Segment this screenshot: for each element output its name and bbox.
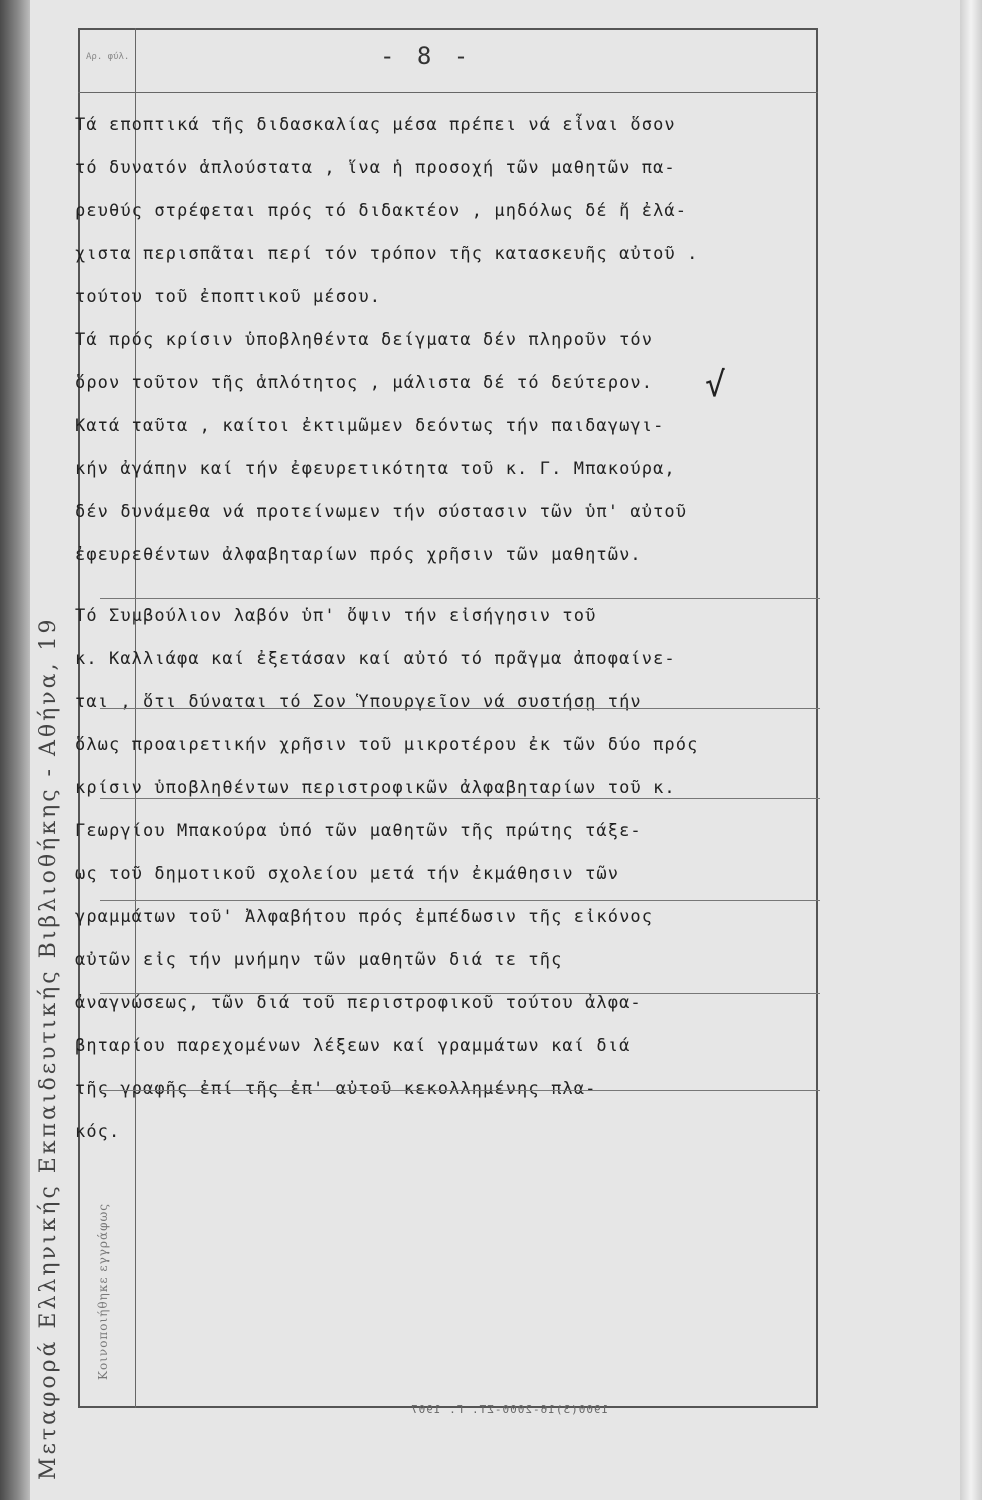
text-line: Γεωργίου Μπακούρα ὑπό τῶν μαθητῶν τῆς πρώτης τάξε- (75, 821, 642, 841)
text-line: τό δυνατόν ἁπλούστατα , ἵνα ἡ προσοχή τῶν μαθητῶν πα- (75, 158, 676, 178)
text-line: ως τοῦ δημοτικοῦ σχολείου μετά τήν ἐκμάθησιν τῶν (75, 864, 620, 884)
section-rule (100, 900, 820, 901)
section-rule (100, 598, 820, 599)
text-line: κ. Καλλιάφα καί ἐξετάσαν καί αὐτό τό πρᾶγμα ἀποφαίνε- (75, 649, 676, 669)
text-line: τῆς γραφῆς ἐπί τῆς ἐπ' αὐτοῦ κεκολλημένης πλα- (75, 1079, 597, 1099)
section-rule (100, 1090, 820, 1091)
text-line: ἐφευρεθέντων ἀλφαβηταρίων πρός χρῆσιν τῶν μαθητῶν. (75, 545, 642, 565)
text-line: Τά εποπτικά τῆς διδασκαλίας μέσα πρέπει νά εἶναι ὅσον (75, 115, 676, 135)
text-line: Κατά ταῦτα , καίτοι ἐκτιμῶμεν δεόντως τήν παιδαγωγι- (75, 416, 665, 436)
section-rule (100, 798, 820, 799)
text-line: γραμμάτων τοῦ' Ἀλφαβήτου πρός ἐμπέδωσιν τῆς εἰκόνος (75, 907, 654, 927)
check-mark-icon: √ (705, 365, 726, 405)
text-line: κός. (75, 1122, 121, 1142)
text-line: Τά πρός κρίσιν ὑποβληθέντα δείγματα δέν πληροῦν τόν (75, 330, 654, 350)
section-rule (100, 708, 820, 709)
sheet-label: Αρ. φύλ. (86, 52, 130, 62)
side-stamp: Κοινοποιήθηκε εγγράφως (96, 1203, 110, 1380)
text-line: τούτου τοῦ ἐποπτικοῦ μέσου. (75, 287, 382, 307)
typed-text-block (75, 104, 920, 1154)
page-number: - 8 - (380, 42, 473, 70)
text-line: κρίσιν ὑποβληθέντων περιστροφικῶν ἀλφαβηταρίων τοῦ κ. (75, 778, 676, 798)
text-line: ται , ὅτι δύναται τό Σον Ὑπουργεῖον νά συστήσῃ τήν (75, 692, 642, 712)
header-rule (78, 92, 818, 93)
page-edge (960, 0, 982, 1500)
text-line: χιστα περισπᾶται περί τόν τρόπον τῆς κατασκευῆς αὐτοῦ . (75, 244, 699, 264)
section-rule (100, 993, 820, 994)
text-line: ρευθύς στρέφεται πρός τό διδακτέον , μηδόλως δέ ἤ ἐλά- (75, 201, 688, 221)
text-line: Τό Συμβούλιον λαβόν ὑπ' ὄψιν τήν εἰσήγησιν τοῦ (75, 606, 597, 626)
text-line: ὅρον τοῦτον τῆς ἁπλότητος , μάλιστα δέ τό δεύτερον. (75, 373, 654, 393)
text-line: δέν δυνάμεθα νά προτείνωμεν τήν σύστασιν τῶν ὑπ' αὐτοῦ (75, 502, 688, 522)
book-binding-shadow (0, 0, 30, 1500)
text-line: αὐτῶν εἰς τήν μνήμην τῶν μαθητῶν διά τε τῆς (75, 950, 563, 970)
printer-imprint: 1900(3)16-2000-ΣΤ. Γ. 1907 (410, 1403, 609, 1416)
text-line: βηταρίου παρεχομένων λέξεων καί γραμμάτων καί διά (75, 1036, 631, 1056)
spine-stamp: Μεταφορά Ελληνικής Εκπαιδευτικής Βιβλιοθήκης - Αθήνα, 19 (36, 616, 61, 1480)
text-line: κήν ἀγάπην καί τήν ἐφευρετικότητα τοῦ κ. Γ. Μπακούρα, (75, 459, 676, 479)
text-line: ὅλως προαιρετικήν χρῆσιν τοῦ μικροτέρου ἐκ τῶν δύο πρός (75, 735, 699, 755)
text-line: ἀναγνώσεως, τῶν διά τοῦ περιστροφικοῦ τούτου ἀλφα- (75, 993, 642, 1013)
